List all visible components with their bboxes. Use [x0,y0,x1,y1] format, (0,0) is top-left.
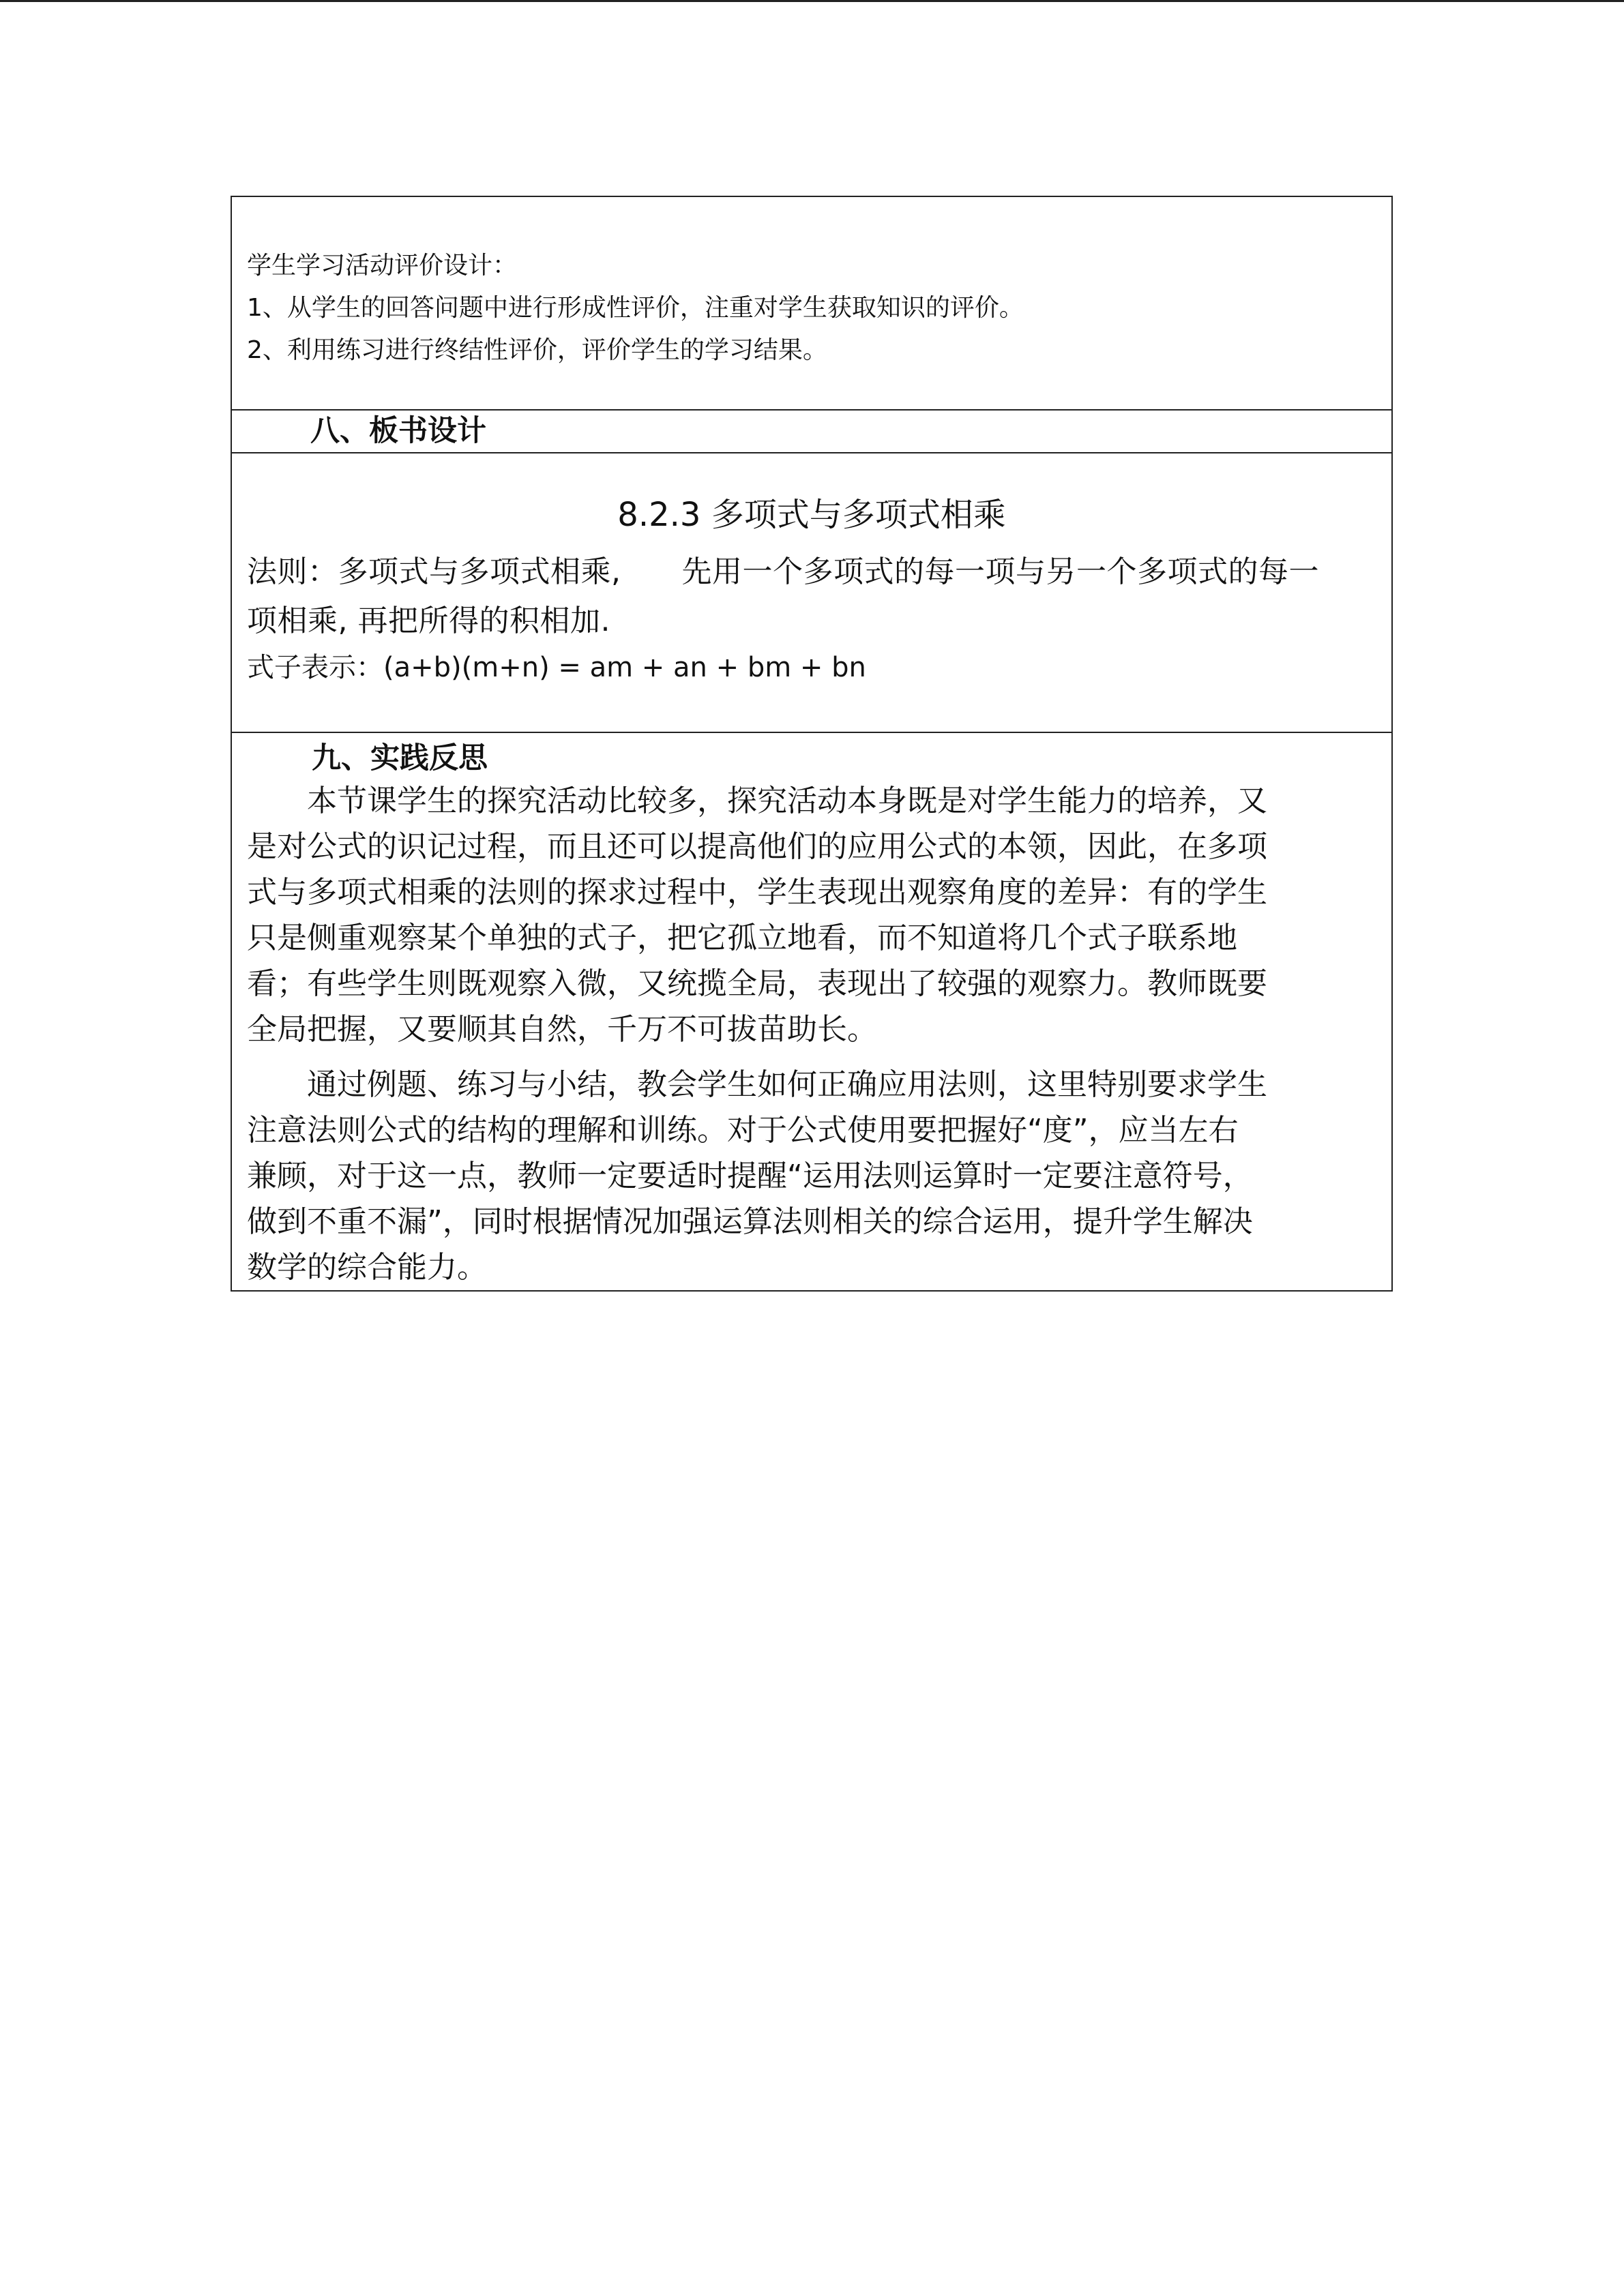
reflection-line: 式与多项式相乘的法则的探求过程中，学生表现出观察角度的差异：有的学生 [247,875,1267,910]
reflection-line: 兼顾，对于这一点，教师一定要适时提醒“运用法则运算时一定要注意符号， [247,1159,1253,1193]
page-top-border [0,0,1624,2]
reflection-line: 全局把握，又要顺其自然，千万不可拔苗助长。 [247,1012,877,1047]
paragraph-gap [247,1052,1391,1062]
board-design-header-cell [231,410,1392,453]
board-design-heading: 八、板书设计 [310,414,486,448]
board-rule-line: 项相乘, 再把所得的积相加. [247,603,610,638]
evaluation-title: 学生学习活动评价设计： [247,252,518,280]
board-design-cell [231,453,1392,732]
reflection-line: 是对公式的识记过程，而且还可以提高他们的应用公式的本领，因此，在多项 [247,829,1267,864]
board-design-row [231,453,1392,732]
board-formula: 式子表示：(a+b)(m+n) = am + an + bm + bn [247,652,866,683]
reflection-paragraph [247,1062,1391,1290]
evaluation-row [231,196,1392,410]
reflection-line: 本节课学生的探究活动比较多，探究活动本身既是对学生能力的培养，又 [247,784,1267,818]
reflection-line: 注意法则公式的结构的理解和训练。对于公式使用要把握好“度”，应当左右 [247,1113,1239,1148]
reflection-line: 数学的综合能力。 [247,1250,487,1285]
reflection-row [231,732,1392,1291]
reflection-line: 只是侧重观察某个单独的式子，把它孤立地看，而不知道将几个式子联系地 [247,921,1237,955]
board-rule-line: 法则：多项式与多项式相乘, 先用一个多项式的每一项与另一个多项式的每一 [247,554,1319,589]
reflection-line: 通过例题、练习与小结，教会学生如何正确应用法则，这里特别要求学生 [247,1067,1267,1102]
reflection-line: 看；有些学生则既观察入微，又统揽全局，表现出了较强的观察力。教师既要 [247,966,1267,1001]
evaluation-item: 1、从学生的回答问题中进行形成性评价，注重对学生获取知识的评价。 [247,294,1024,322]
board-design-title: 8.2.3 多项式与多项式相乘 [617,496,1006,534]
reflection-paragraph [247,778,1391,1052]
reflection-line: 做到不重不漏”，同时根据情况加强运算法则相关的综合运用，提升学生解决 [247,1204,1253,1239]
reflection-cell [231,732,1392,1291]
evaluation-cell [231,196,1392,410]
lesson-plan-table [231,196,1393,1292]
reflection-heading: 九、实践反思 [312,741,488,775]
evaluation-item: 2、利用练习进行终结性评价，评价学生的学习结果。 [247,336,827,364]
board-design-header-row [231,410,1392,453]
